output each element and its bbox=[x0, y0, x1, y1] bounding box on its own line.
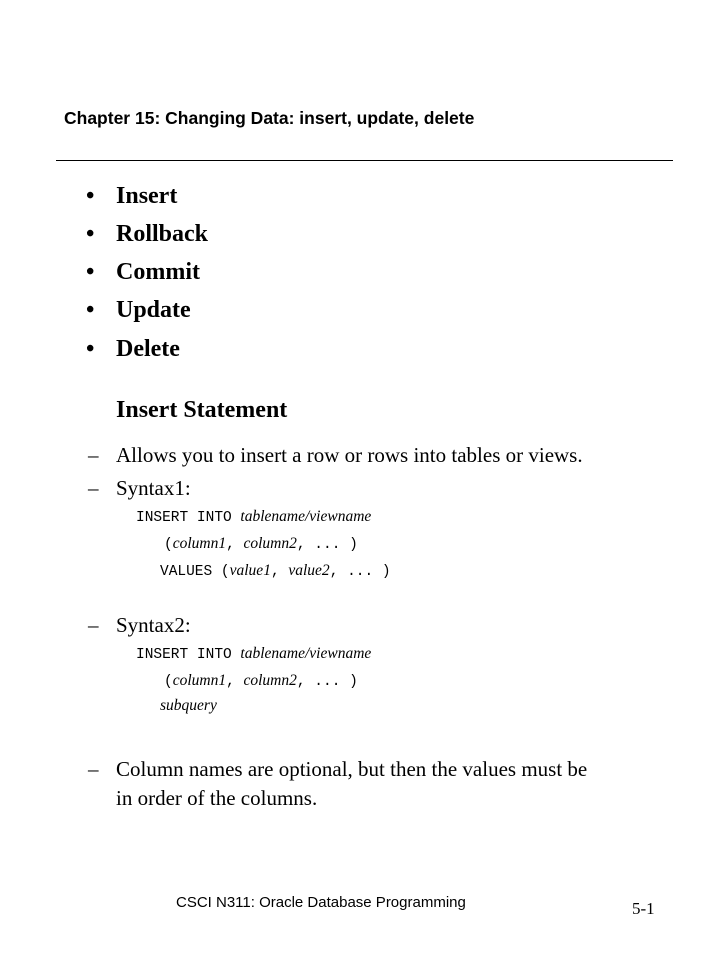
syntax2-line1 bbox=[136, 645, 371, 663]
code-placeholder: tablename/viewname bbox=[240, 645, 372, 662]
list-item bbox=[86, 259, 94, 286]
note-line-2: in order of the columns. bbox=[116, 786, 318, 810]
bullet-icon: • bbox=[86, 297, 95, 323]
syntax1-line1 bbox=[136, 508, 371, 526]
code-placeholder: subquery bbox=[160, 697, 217, 714]
code-placeholder: value1 bbox=[229, 562, 271, 579]
syntax2-line2: (column1, column2, ... ) bbox=[164, 672, 358, 690]
description-text: Allows you to insert a row or rows into tables or views. bbox=[116, 443, 583, 467]
bullet-icon: • bbox=[86, 183, 95, 209]
page-number: 5-1 bbox=[632, 899, 655, 918]
bullet-delete: Delete bbox=[116, 336, 180, 362]
syntax1-line3: VALUES (value1, value2, ... ) bbox=[160, 562, 391, 580]
code-keyword: VALUES ( bbox=[160, 564, 230, 580]
dash-icon: – bbox=[88, 613, 99, 637]
bullet-update: Update bbox=[116, 297, 191, 323]
footer-course: CSCI N311: Oracle Database Programming bbox=[176, 894, 466, 911]
code-keyword: INSERT INTO bbox=[136, 510, 241, 526]
bullet-icon: • bbox=[86, 221, 95, 247]
dash-icon: – bbox=[88, 757, 99, 781]
section-heading: Insert Statement bbox=[116, 397, 288, 423]
list-item bbox=[86, 336, 94, 363]
bullet-insert: Insert bbox=[116, 183, 178, 209]
code-placeholder: column1 bbox=[172, 672, 227, 689]
dash-icon: – bbox=[88, 443, 99, 467]
code-placeholder: value2 bbox=[288, 562, 330, 579]
bullet-rollback: Rollback bbox=[116, 221, 209, 247]
code-placeholder: tablename/viewname bbox=[240, 508, 372, 525]
syntax1-label: Syntax1: bbox=[116, 476, 191, 500]
list-item bbox=[86, 183, 94, 210]
bullet-commit: Commit bbox=[116, 259, 200, 285]
syntax2-line3 bbox=[160, 697, 217, 715]
dash-icon: – bbox=[88, 476, 99, 500]
list-item bbox=[86, 221, 94, 248]
page-title: Chapter 15: Changing Data: insert, update, delete bbox=[64, 108, 475, 128]
code-placeholder: column2 bbox=[243, 672, 297, 689]
title-divider bbox=[56, 160, 673, 161]
note-line-1: Column names are optional, but then the values must be bbox=[116, 757, 588, 781]
syntax2-label: Syntax2: bbox=[116, 613, 191, 637]
bullet-icon: • bbox=[86, 259, 95, 285]
code-placeholder: column1 bbox=[172, 535, 227, 552]
list-item bbox=[86, 297, 94, 324]
bullet-icon: • bbox=[86, 336, 95, 362]
syntax1-line2: (column1, column2, ... ) bbox=[164, 535, 358, 553]
code-keyword: INSERT INTO bbox=[136, 647, 241, 663]
code-placeholder: column2 bbox=[243, 535, 297, 552]
